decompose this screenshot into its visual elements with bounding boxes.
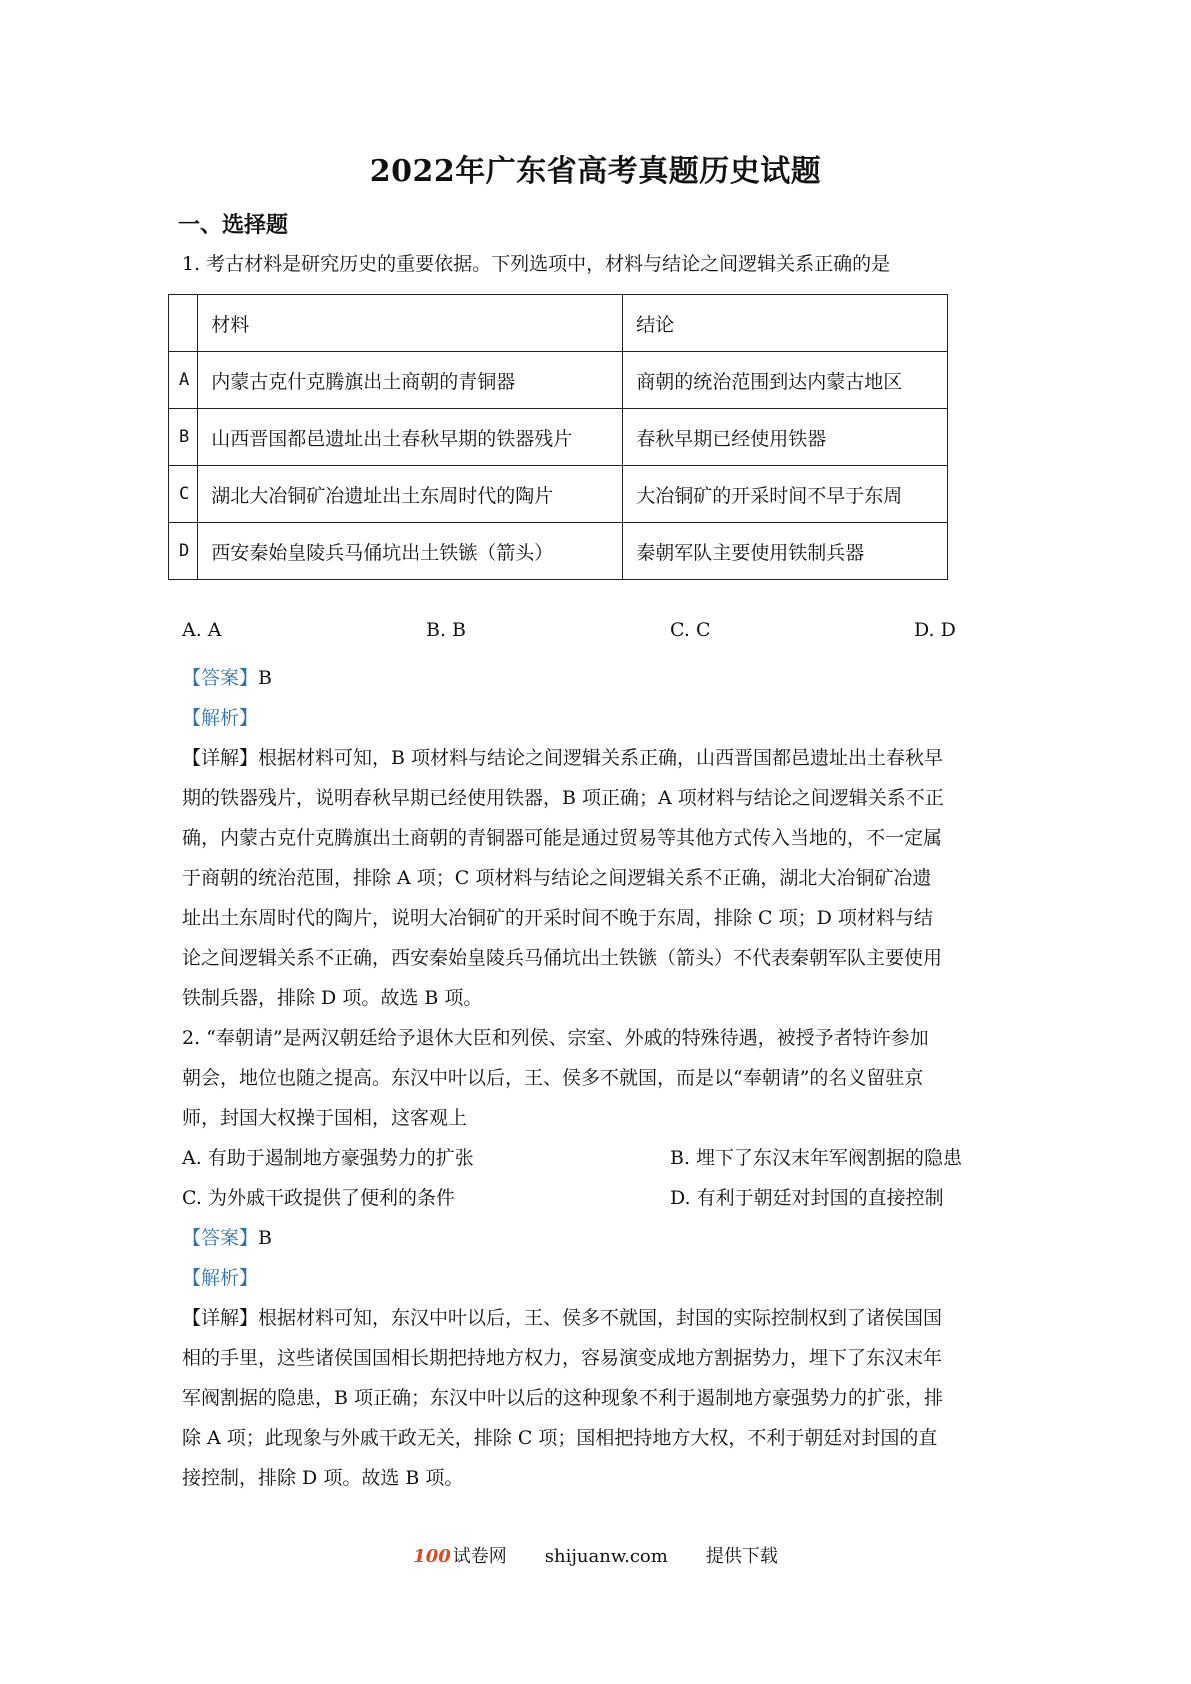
site-logo: 100 xyxy=(413,1546,451,1567)
q2-detail-line xyxy=(182,1298,942,1338)
row-material: 山西晋国都邑遗址出土春秋早期的铁器残片 xyxy=(198,409,623,466)
answer-value: B xyxy=(258,667,272,689)
q1-table xyxy=(168,294,948,580)
q1-option-a: A. A xyxy=(182,619,222,641)
q2-option-c: C. 为外戚干政提供了便利的条件 xyxy=(182,1187,455,1209)
q1-detail-line xyxy=(182,738,943,778)
header-conclusion: 结论 xyxy=(623,295,948,352)
q2-option-b: B. 埋下了东汉末年军阀割据的隐患 xyxy=(670,1147,963,1169)
table-row xyxy=(169,352,948,409)
header-material: 材料 xyxy=(198,295,623,352)
q2-stem-line: 朝会，地位也随之提高。东汉中叶以后，王、侯多不就国，而是以“奉朝请”的名义留驻京 xyxy=(182,1067,924,1089)
site-name: 试卷网 xyxy=(452,1546,507,1567)
row-material: 西安秦始皇陵兵马俑坑出土铁镞（箭头） xyxy=(198,523,623,580)
q1-detail-line: 址出土东周时代的陶片，说明大冶铜矿的开采时间不晚于东周，排除 C 项；D 项材料与结 xyxy=(182,907,933,929)
q2-option-d: D. 有利于朝廷对封国的直接控制 xyxy=(670,1187,944,1209)
q1-option-b: B. B xyxy=(426,619,467,641)
q2-detail-line: 军阀割据的隐患，B 项正确；东汉中叶以后的这种现象不利于遏制地方豪强势力的扩张，排 xyxy=(182,1387,944,1409)
row-letter: A xyxy=(169,352,198,409)
table-row xyxy=(169,523,948,580)
site-url[interactable]: shijuanw.com xyxy=(544,1546,668,1567)
table-header-row xyxy=(169,295,948,352)
q1-answer xyxy=(182,658,272,698)
section-heading: 一、选择题 xyxy=(178,212,289,238)
table-row xyxy=(169,466,948,523)
q2-detail-line: 接控制，排除 D 项。故选 B 项。 xyxy=(182,1467,464,1489)
q1-detail-line: 论之间逻辑关系不正确，西安秦始皇陵兵马俑坑出土铁镞（箭头）不代表秦朝军队主要使用 xyxy=(182,947,943,969)
detail-label: 【详解】 xyxy=(182,1307,259,1329)
row-letter: D xyxy=(169,523,198,580)
page-title: 2022年广东省高考真题历史试题 xyxy=(369,154,822,189)
detail-text: 根据材料可知，东汉中叶以后，王、侯多不就国，封国的实际控制权到了诸侯国国 xyxy=(258,1307,943,1329)
table-corner-cell xyxy=(169,295,198,352)
q1-stem: 1. 考古材料是研究历史的重要依据。下列选项中，材料与结论之间逻辑关系正确的是 xyxy=(182,253,891,275)
row-material: 内蒙古克什克腾旗出土商朝的青铜器 xyxy=(198,352,623,409)
q1-option-c: C. C xyxy=(670,619,711,641)
row-material: 湖北大冶铜矿冶遗址出土东周时代的陶片 xyxy=(198,466,623,523)
q1-detail-line: 期的铁器残片，说明春秋早期已经使用铁器，B 项正确；A 项材料与结论之间逻辑关系不正 xyxy=(182,787,944,809)
q1-analysis-label: 【解析】 xyxy=(182,707,259,729)
q2-answer xyxy=(182,1218,272,1258)
table-row xyxy=(169,409,948,466)
row-letter: C xyxy=(169,466,198,523)
q2-analysis-label: 【解析】 xyxy=(182,1267,259,1289)
page-footer xyxy=(0,1542,1191,1568)
q1-detail-line: 确，内蒙古克什克腾旗出土商朝的青铜器可能是通过贸易等其他方式传入当地的，不一定属 xyxy=(182,827,943,849)
answer-label: 【答案】 xyxy=(182,667,259,689)
q2-option-a: A. 有助于遏制地方豪强势力的扩张 xyxy=(182,1147,474,1169)
detail-text: 根据材料可知，B 项材料与结论之间逻辑关系正确，山西晋国都邑遗址出土春秋早 xyxy=(258,747,944,769)
answer-label: 【答案】 xyxy=(182,1227,259,1249)
answer-value: B xyxy=(258,1227,272,1249)
q2-stem-line: 2. “奉朝请”是两汉朝廷给予退休大臣和列侯、宗室、外戚的特殊待遇，被授予者特许参加 xyxy=(182,1027,929,1049)
q1-detail-line: 于商朝的统治范围，排除 A 项；C 项材料与结论之间逻辑关系不正确，湖北大冶铜矿冶遗 xyxy=(182,867,932,889)
q1-detail-line: 铁制兵器，排除 D 项。故选 B 项。 xyxy=(182,987,483,1009)
q2-detail-line: 相的手里，这些诸侯国国相长期把持地方权力，容易演变成地方割据势力，埋下了东汉末年 xyxy=(182,1347,943,1369)
q1-option-d: D. D xyxy=(914,619,956,641)
q2-stem-line: 师，封国大权操于国相，这客观上 xyxy=(182,1107,468,1129)
detail-label: 【详解】 xyxy=(182,747,259,769)
row-conclusion: 商朝的统治范围到达内蒙古地区 xyxy=(623,352,948,409)
row-conclusion: 大冶铜矿的开采时间不早于东周 xyxy=(623,466,948,523)
footer-note: 提供下载 xyxy=(705,1546,778,1567)
row-conclusion: 春秋早期已经使用铁器 xyxy=(623,409,948,466)
q2-detail-line: 除 A 项；此现象与外戚干政无关，排除 C 项；国相把持地方大权，不利于朝廷对封国的直 xyxy=(182,1427,938,1449)
row-letter: B xyxy=(169,409,198,466)
row-conclusion: 秦朝军队主要使用铁制兵器 xyxy=(623,523,948,580)
